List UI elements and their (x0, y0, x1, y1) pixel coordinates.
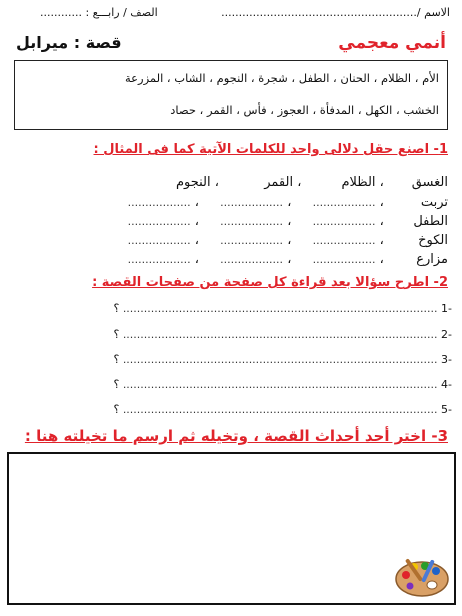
question-mark: ؟ (113, 378, 120, 391)
field-blank[interactable]: .................. (127, 215, 191, 228)
field-row: تربت ، .................. ، .................. ، .................. (111, 195, 448, 210)
word-bank-line-2: الخشب ، الكهل ، المدفأة ، العجوز ، فأس ، القمر ، حصاد (170, 103, 439, 117)
field-word: تربت (420, 195, 448, 210)
example-word: الظلام (341, 175, 376, 190)
field-blank[interactable]: .................. (220, 253, 284, 266)
field-blank[interactable]: .................. (127, 196, 191, 209)
question-row (100, 378, 452, 391)
question-number: -2 (441, 328, 452, 341)
question-row (100, 328, 452, 341)
question-blank[interactable]: .......................................................................................... (122, 403, 438, 416)
field-blank[interactable]: .................. (312, 234, 376, 247)
question-blank[interactable]: .......................................................................................... (122, 378, 438, 391)
field-row: الطفل ، .................. ، .................. ، .................. (111, 214, 448, 229)
field-blank[interactable]: .................. (312, 215, 376, 228)
field-blank[interactable]: .................. (127, 234, 191, 247)
field-word: الطفل (413, 214, 448, 229)
question-row (100, 302, 452, 315)
question-blank[interactable]: .......................................................................................... (122, 353, 438, 366)
question-number: -5 (441, 403, 452, 416)
question-row (100, 403, 452, 416)
question-number: -3 (441, 353, 452, 366)
question-mark: ؟ (113, 328, 120, 341)
example-word: النجوم (175, 175, 211, 190)
field-blank[interactable]: .................. (127, 253, 191, 266)
question-number: -4 (441, 378, 452, 391)
paint-palette-icon (392, 555, 450, 599)
section3-heading: 3- اختر أحد أحداث القصة ، وتخيله ثم ارسم ما تخيلته هنا : (24, 427, 448, 445)
example-row: الغسق ، الظلام ، القمر ، النجوم (151, 175, 448, 190)
word-bank-line-1: الأم ، الظلام ، الحنان ، الطفل ، شجرة ، النجوم ، الشاب ، المزرعة (125, 71, 439, 85)
example-word: الغسق (411, 175, 448, 190)
field-row: مزارع ، .................. ، .................. ، .................. (111, 252, 448, 267)
word-bank-box (14, 60, 448, 130)
field-blank[interactable]: .................. (220, 234, 284, 247)
student-name-line: الاسم /........................................................ (221, 6, 450, 19)
class-line: الصف / رابـــع : ............ (40, 6, 158, 19)
field-blank[interactable]: .................. (220, 215, 284, 228)
question-row (100, 353, 452, 366)
question-number: -1 (441, 302, 452, 315)
author-title: أنمي معجمي (338, 33, 446, 53)
drawing-area[interactable] (7, 452, 456, 605)
field-blank[interactable]: .................. (312, 253, 376, 266)
field-blank[interactable]: .................. (220, 196, 284, 209)
example-word: القمر (264, 175, 294, 190)
section2-heading: 2- اطرح سؤالا بعد قراءة كل صفحة من صفحات القصة : (92, 275, 448, 290)
field-row: الكوخ ، .................. ، .................. ، .................. (111, 233, 448, 248)
section1-heading: 1- اصنع حقل دلالى واحد للكلمات الآتية كما فى المثال : (93, 142, 448, 157)
question-mark: ؟ (113, 353, 120, 366)
question-mark: ؟ (113, 403, 120, 416)
question-blank[interactable]: .......................................................................................... (122, 328, 438, 341)
field-word: مزارع (416, 252, 448, 267)
question-blank[interactable]: .......................................................................................... (122, 302, 438, 315)
question-mark: ؟ (113, 302, 120, 315)
field-word: الكوخ (418, 233, 448, 248)
field-blank[interactable]: .................. (312, 196, 376, 209)
story-title: قصة : ميرابل (16, 33, 122, 52)
